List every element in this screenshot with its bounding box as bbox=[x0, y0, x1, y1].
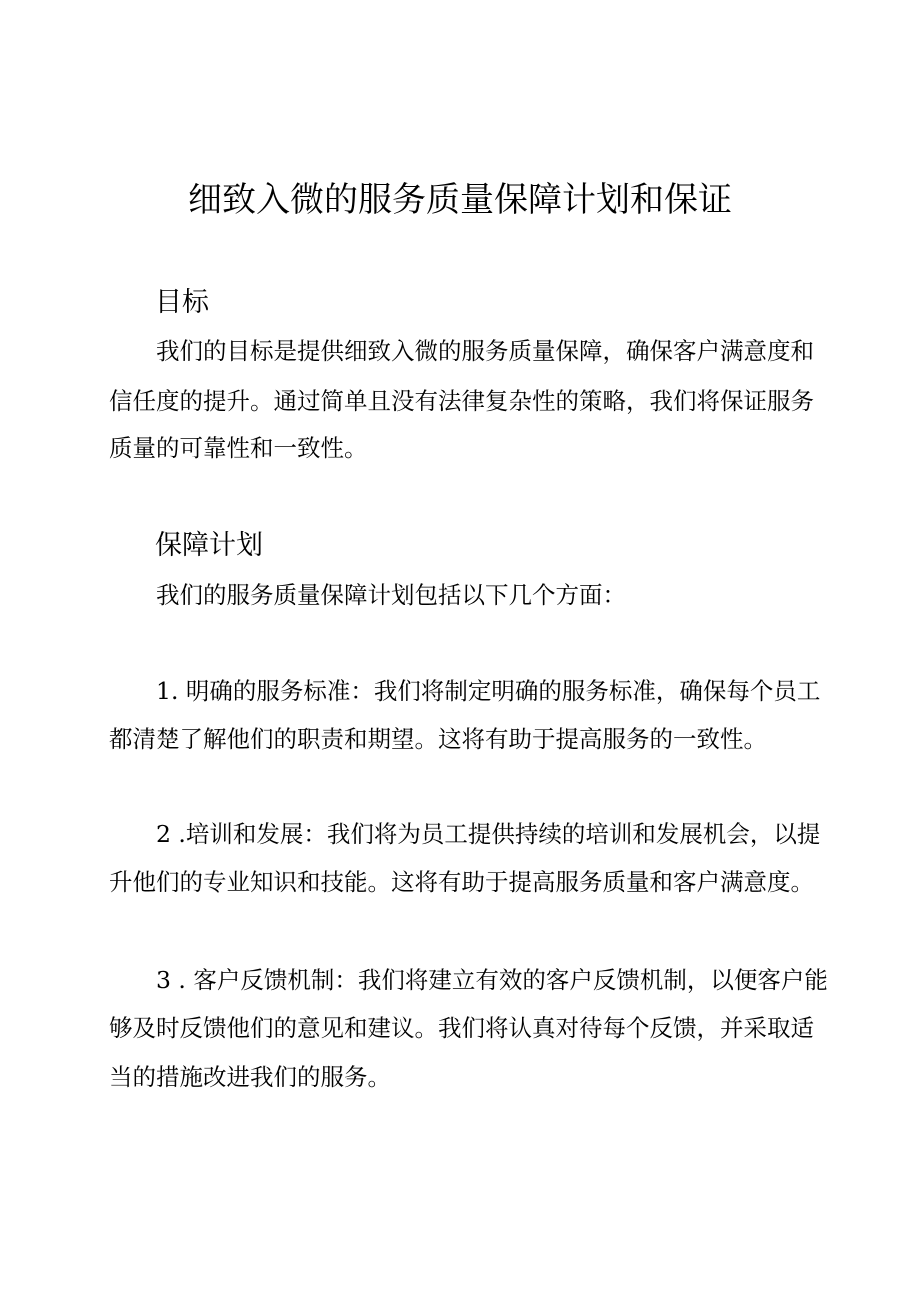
plan-intro: 我们的服务质量保障计划包括以下几个方面： bbox=[156, 581, 626, 609]
goal-paragraph-line: 信任度的提升。通过简单且没有法律复杂性的策略，我们将保证服务 bbox=[109, 387, 814, 415]
goal-paragraph-line: 我们的目标是提供细致入微的服务质量保障，确保客户满意度和 bbox=[156, 337, 814, 365]
plan-item-line: 2 .培训和发展：我们将为员工提供持续的培训和发展机会，以提 bbox=[156, 820, 821, 848]
section-heading-plan: 保障计划 bbox=[155, 530, 263, 561]
plan-item-line: 升他们的专业知识和技能。这将有助于提高服务质量和客户满意度。 bbox=[109, 868, 814, 896]
plan-item-line: 3 . 客户反馈机制：我们将建立有效的客户反馈机制，以便客户能 bbox=[156, 966, 828, 994]
plan-item-line: 当的措施改进我们的服务。 bbox=[109, 1063, 391, 1091]
plan-item-line: 都清楚了解他们的职责和期望。这将有助于提高服务的一致性。 bbox=[109, 725, 767, 753]
plan-item-line: 够及时反馈他们的意见和建议。我们将认真对待每个反馈，并采取适 bbox=[109, 1014, 814, 1042]
plan-item-line: 1. 明确的服务标准：我们将制定明确的服务标准，确保每个员工 bbox=[156, 677, 821, 705]
section-heading-goal: 目标 bbox=[155, 287, 209, 318]
document-title: 细致入微的服务质量保障计划和保证 bbox=[188, 180, 732, 220]
goal-paragraph-line: 质量的可靠性和一致性。 bbox=[109, 434, 368, 462]
